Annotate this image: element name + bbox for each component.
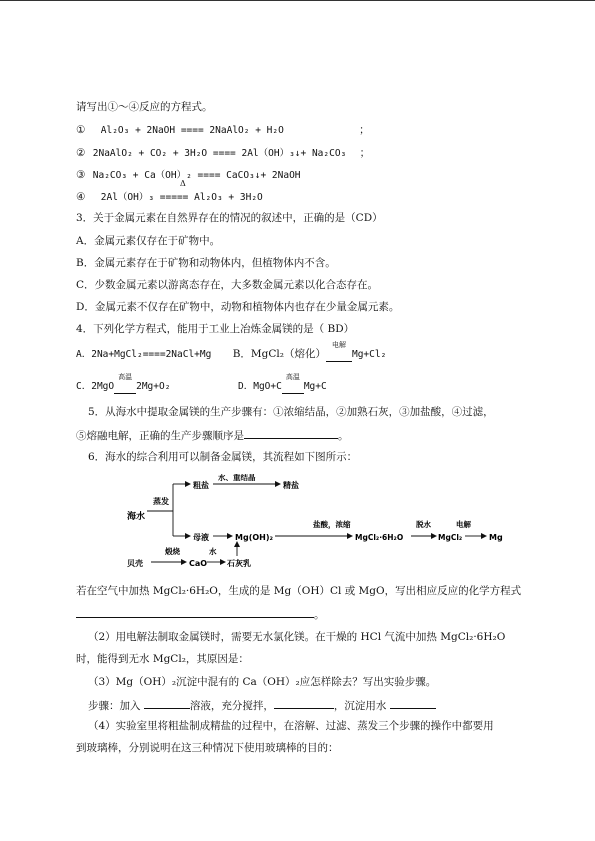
flow-mgoh2: Mg(OH)₂ xyxy=(235,533,273,542)
q6-part3-steps xyxy=(88,697,436,713)
q6-part3-blank-operation[interactable] xyxy=(274,697,334,709)
flow-cao: CaO xyxy=(189,559,208,568)
q6-part1-answer-blank[interactable] xyxy=(76,606,314,618)
q6-part3-step-b: 溶液，充分搅拌， xyxy=(189,700,274,712)
flow-calcine: 煅烧 xyxy=(165,547,180,556)
q5-line-2-text: ⑤熔融电解，正确的生产步骤顺序是 xyxy=(76,430,244,442)
flow-mgcl2-hydrate: MgCl₂·6H₂O xyxy=(355,533,404,542)
equation-1-text: Al₂O₃ + 2NaOH ==== 2NaAlO₂ + H₂O xyxy=(100,125,284,136)
flow-evaporate: 蒸发 xyxy=(153,497,169,506)
equation-2-num: ② xyxy=(76,147,86,159)
equation-3 xyxy=(76,168,301,183)
q6-part1-line1: 若在空气中加热 MgCl₂·6H₂O，生成的是 Mg（OH）Cl 或 MgO，写出相应反应的化学方程式 xyxy=(76,585,522,597)
flow-arrowhead-lime-milk xyxy=(220,559,226,565)
q4-option-d xyxy=(238,373,327,394)
q6-part4-line2: 到玻璃棒，分别说明在这三种情况下使用玻璃棒的目的： xyxy=(76,742,339,754)
q6-part3-line1: （3）Mg（OH）₂沉淀中混有的 Ca（OH）₂应怎样除去？写出实验步骤。 xyxy=(88,676,437,688)
q4-option-d-prefix: D．MgO+C xyxy=(238,381,282,392)
q4-option-b-cond-label: 电解 xyxy=(331,341,346,349)
q4-option-c-condition xyxy=(114,373,136,394)
q4-option-c-prefix: C．2MgO xyxy=(76,381,115,392)
flow-mother-liquor: 母液 xyxy=(193,533,209,542)
q6-part3-step-c: ，沉淀用水 xyxy=(333,700,387,712)
flow-arrowhead-cao xyxy=(181,559,187,565)
magnesium-production-flowchart xyxy=(125,474,505,574)
page-top-border xyxy=(0,0,595,1)
q3-option-d: D．金属元素不仅存在矿物中，动物和植物体内也存在少量金属元素。 xyxy=(76,301,400,313)
flow-recrystallize: 水、重结晶 xyxy=(218,474,256,482)
q4-option-a: A．2Na+MgCl₂====2NaCl+Mg xyxy=(76,349,212,360)
q3-option-a: A．金属元素仅存在于矿物中。 xyxy=(76,235,221,247)
flow-hcl-conc: 盐酸，浓缩 xyxy=(313,520,351,529)
q6-part2-line2: 时，能得到无水 MgCl₂，其原因是： xyxy=(76,653,249,665)
flow-seawater: 海水 xyxy=(127,512,146,522)
equation-2-end: ； xyxy=(359,147,371,159)
delta-symbol: Δ xyxy=(180,179,186,188)
q6-part3-blank-solution[interactable] xyxy=(144,697,190,709)
q4-option-b-condition xyxy=(326,341,352,362)
q6-part3-blank-wash[interactable] xyxy=(390,697,436,709)
flow-refined-salt: 精盐 xyxy=(283,481,299,490)
equation-3-num: ③ xyxy=(76,169,86,181)
q5-line-1: 5．从海水中提取金属镁的生产步骤有：①浓缩结晶，②加熟石灰，③加盐酸，④过滤， xyxy=(88,406,494,418)
q6-part1-line2 xyxy=(76,606,325,622)
q4-option-d-cond-label: 高温 xyxy=(285,373,300,381)
equation-4-num: ④ xyxy=(76,191,86,203)
q6-stem: 6．海水的综合利用可以制备金属镁，其流程如下图所示： xyxy=(88,451,358,463)
q3-option-c: C．少数金属元素以游离态存在，大多数金属元素以化合态存在。 xyxy=(76,279,379,291)
flow-arrowhead-mother-liquor xyxy=(185,533,191,539)
equation-1-end: ； xyxy=(359,124,370,136)
q6-part4-line1: （4）实验室里将粗盐制成精盐的过程中，在溶解、过滤、蒸发三个步骤的操作中都要用 xyxy=(88,720,494,732)
flow-arrowhead-mgcl2 xyxy=(431,533,437,539)
flow-arrowhead-crude-salt xyxy=(185,481,191,487)
flow-dehydrate: 脱水 xyxy=(416,520,431,529)
equation-3-text: Na₂CO₃ + Ca（OH）₂ ==== CaCO₃↓+ 2NaOH xyxy=(92,170,301,181)
q5-line-2-end: 。 xyxy=(338,430,349,442)
q4-option-c-suffix: 2Mg+O₂ xyxy=(136,381,171,392)
flow-mgcl2: MgCl₂ xyxy=(438,533,463,542)
q4-option-b-suffix: Mg+Cl₂ xyxy=(351,349,387,360)
equation-2 xyxy=(76,146,370,161)
flow-water: 水 xyxy=(209,547,217,556)
flow-arrowhead-refined-salt xyxy=(275,481,281,487)
q6-part2-line1: （2）用电解法制取金属镁时，需要无水氯化镁。在干燥的 HCl 气流中加热 MgCl₂·6H₂O xyxy=(88,631,506,643)
q3-stem: 3．关于金属元素在自然界存在的情况的叙述中，正确的是（CD） xyxy=(76,212,383,224)
q5-answer-blank[interactable] xyxy=(244,427,338,439)
flow-electrolysis: 电解 xyxy=(456,520,471,529)
flow-lime-milk: 石灰乳 xyxy=(227,559,251,568)
q4-option-d-condition xyxy=(282,373,304,394)
q3-option-b: B．金属元素存在于矿物和动物体内，但植物体内不含。 xyxy=(76,257,336,269)
flow-mg: Mg xyxy=(489,533,503,542)
q6-part1-end: 。 xyxy=(314,609,325,621)
flow-crude-salt: 粗盐 xyxy=(193,481,209,490)
flow-arrowhead-mg xyxy=(481,533,487,539)
flow-shell: 贝壳 xyxy=(127,559,143,568)
q4-row-1 xyxy=(76,341,387,362)
q6-part3-step-a: 步骤：加入 xyxy=(88,700,141,712)
equation-4 xyxy=(76,190,263,205)
equation-4-text: 2Al（OH）₃ ===== Al₂O₃ + 3H₂O xyxy=(100,192,263,203)
q4-option-b-prefix: B．MgCl₂（熔化） xyxy=(232,348,326,360)
q4-option-c-cond-label: 高温 xyxy=(118,373,133,381)
equation-2-text: 2NaAlO₂ + CO₂ + 3H₂O ==== 2Al（OH）₃↓+ Na₂CO₃ xyxy=(92,148,347,159)
q5-line-2 xyxy=(76,427,349,443)
equation-1 xyxy=(76,123,370,138)
q4-row-2 xyxy=(76,373,171,394)
intro-text: 请写出①～④反应的方程式。 xyxy=(76,101,213,113)
flow-arrowhead-hydrate xyxy=(347,533,353,539)
equation-1-num: ① xyxy=(76,124,86,136)
q4-stem: 4．下列化学方程式，能用于工业上冶炼金属镁的是（ BD） xyxy=(76,323,355,335)
flow-arrowhead-mgoh2 xyxy=(227,533,233,539)
q4-option-d-suffix: Mg+C xyxy=(303,381,327,392)
